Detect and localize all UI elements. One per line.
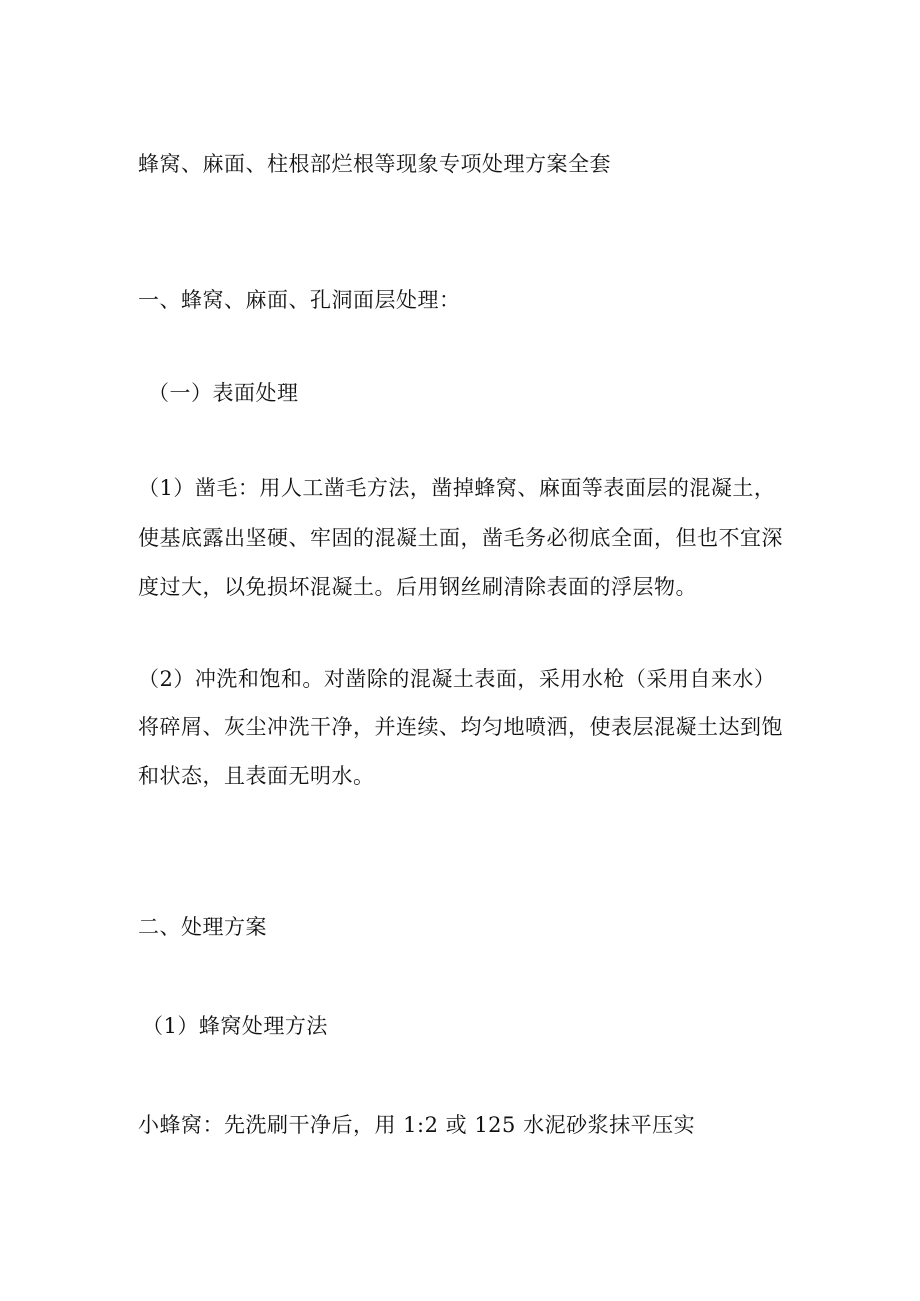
paragraph-2-line-3: 和状态，且表面无明水。 [138,764,375,788]
section-1-heading: 一、蜂窝、麻面、孔洞面层处理： [138,288,461,312]
paragraph-2-line-1: （2）冲洗和饱和。对凿除的混凝土表面，采用水枪（采用自来水） [138,667,776,691]
paragraph-2-line-2: 将碎屑、灰尘冲洗干净，并连续、均匀地喷洒，使表层混凝土达到饱 [138,715,783,739]
section-1-subheading: （一）表面处理 [148,381,299,405]
paragraph-1-line-2: 使基底露出坚硬、牢固的混凝土面，凿毛务必彻底全面，但也不宜深 [138,526,783,550]
document-title: 蜂窝、麻面、柱根部烂根等现象专项处理方案全套 [138,152,611,176]
paragraph-1-line-1: （1）凿毛：用人工凿毛方法，凿掉蜂窝、麻面等表面层的混凝土， [138,476,776,500]
section-2-heading: 二、处理方案 [138,915,267,939]
section-2-subheading: （1）蜂窝处理方法 [142,1014,328,1038]
section-2-paragraph: 小蜂窝：先洗刷干净后，用 1:2 或 125 水泥砂浆抹平压实 [138,1113,696,1137]
paragraph-1-line-3: 度过大，以免损坏混凝土。后用钢丝刷清除表面的浮层物。 [138,575,697,599]
